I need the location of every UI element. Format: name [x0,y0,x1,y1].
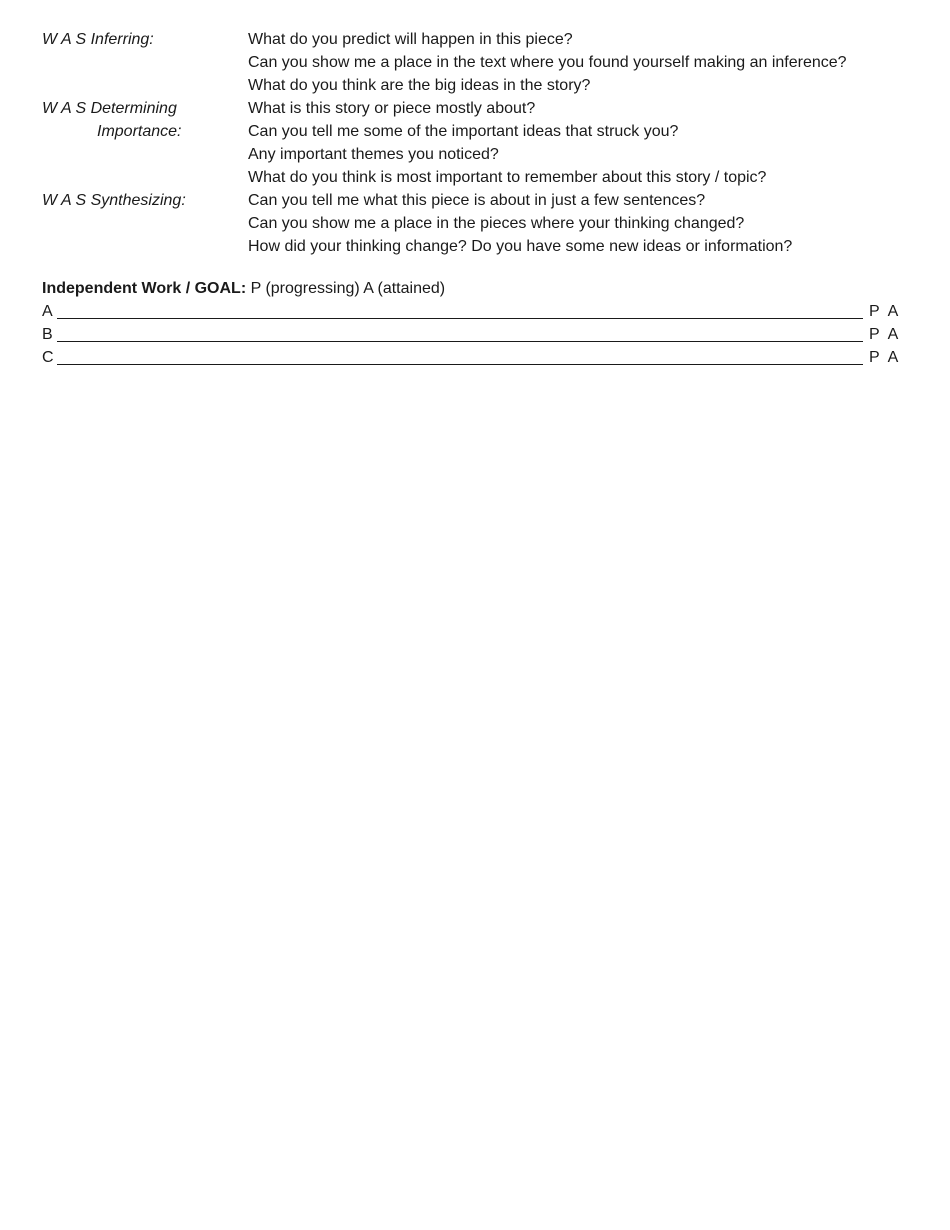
goal-status-a[interactable]: A [887,326,899,343]
question-list [248,97,912,189]
goal-status-p[interactable]: P [869,349,880,366]
goal-write-line[interactable] [57,300,863,319]
question: How did your thinking change? Do you have some new ideas or information? [248,238,793,255]
goal-status-a[interactable]: A [887,349,899,366]
section-label-line1: W A S Synthesizing: [42,192,186,209]
question: Can you tell me what this piece is about in just a few sentences? [248,192,706,209]
section-label-line1: W A S Determining [42,100,177,117]
question: Any important themes you noticed? [248,146,499,163]
question: What do you predict will happen in this piece? [248,31,573,48]
goal-status [869,346,898,369]
question-list [248,189,912,258]
goal-title: Independent Work / GOAL: [42,280,247,297]
goal-row-letter: B [42,326,53,343]
goal-title-line [42,277,902,300]
section-label-line2: Importance: [97,123,182,140]
question: What is this story or piece mostly about? [248,100,536,117]
question-list [248,28,912,97]
section-determining-importance [42,97,912,189]
goal-row-a [42,300,902,323]
question: What do you think is most important to remember about this story / topic? [248,169,767,186]
goal-status-a[interactable]: A [887,303,899,320]
question: Can you show me a place in the pieces where your thinking changed? [248,215,745,232]
goal-status [869,300,898,323]
goal-status [869,323,898,346]
section-label [42,28,248,97]
section-label [42,97,248,189]
section-synthesizing [42,189,912,258]
section-inferring [42,28,912,97]
goal-status-p[interactable]: P [869,326,880,343]
goal-status-p[interactable]: P [869,303,880,320]
goal-write-line[interactable] [57,346,863,365]
goal-row-letter: A [42,303,53,320]
goal-row-letter: C [42,349,54,366]
goal-row-c [42,346,902,369]
strategy-sections [42,28,912,258]
goal-write-line[interactable] [57,323,863,342]
section-label [42,189,248,258]
question: Can you tell me some of the important ideas that struck you? [248,123,679,140]
section-label-line1: W A S Inferring: [42,31,154,48]
goal-legend: P (progressing) A (attained) [250,280,446,297]
goal-row-b [42,323,902,346]
question: Can you show me a place in the text where you found yourself making an inference? [248,54,847,71]
independent-work-goal [42,277,902,369]
question: What do you think are the big ideas in the story? [248,77,591,94]
